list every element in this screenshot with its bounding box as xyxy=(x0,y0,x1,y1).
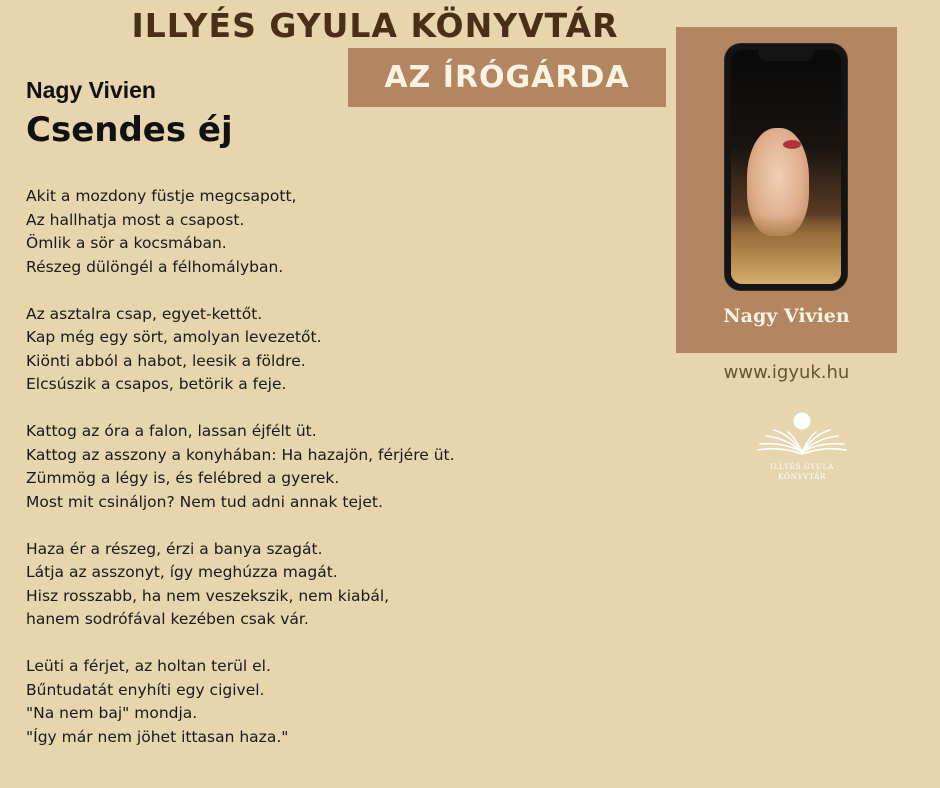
poem-line: Hisz rosszabb, ha nem veszekszik, nem kiabál, xyxy=(26,586,390,605)
author-card xyxy=(676,27,897,353)
poem-line: Látja az asszonyt, így meghúzza magát. xyxy=(26,563,338,581)
poem-line: Kiönti abból a habot, leesik a földre. xyxy=(26,351,306,370)
poem-line: "Így már nem jöhet ittasan haza." xyxy=(26,727,289,746)
section-banner xyxy=(348,48,666,107)
poem-line: Leüti a férjet, az holtan terül el. xyxy=(26,657,271,675)
poem-line: Most mit csináljon? Nem tud adni annak tejet. xyxy=(26,492,383,511)
poem-line: Részeg dülöngél a félhomályban. xyxy=(26,257,284,276)
phone-frame xyxy=(725,44,847,290)
author-photo xyxy=(731,50,841,284)
library-title: ILLYÉS GYULA KÖNYVTÁR xyxy=(131,6,619,45)
banner-label: AZ ÍRÓGÁRDA xyxy=(384,60,630,95)
poem-line: Kap még egy sört, amolyan levezetőt. xyxy=(26,328,322,346)
book-sun-icon xyxy=(742,408,862,464)
stanza xyxy=(26,185,626,279)
library-logo xyxy=(742,408,862,488)
logo-text-line1: ILLYÉS GYULA xyxy=(770,462,834,471)
poem-line: Kattog az óra a falon, lassan éjfélt üt. xyxy=(26,422,317,440)
website-link[interactable]: www.igyuk.hu xyxy=(723,362,850,383)
poem-line: Bűntudatát enyhíti egy cigivel. xyxy=(26,680,265,699)
stanza xyxy=(26,303,626,397)
poem-line: Akit a mozdony füstje megcsapott, xyxy=(26,187,297,205)
stanza xyxy=(26,655,626,749)
poem-line: "Na nem baj" mondja. xyxy=(26,704,198,722)
poem-line: Haza ér a részeg, érzi a banya szagát. xyxy=(26,539,323,558)
poem-line: Az hallhatja most a csapost. xyxy=(26,210,245,229)
poem-line: Ömlik a sör a kocsmában. xyxy=(26,234,227,252)
stanza xyxy=(26,420,626,514)
phone-notch xyxy=(758,50,814,61)
poem-line: Az asztalra csap, egyet-kettőt. xyxy=(26,304,263,323)
poem-body xyxy=(26,185,626,773)
portrait-hair xyxy=(731,214,841,284)
poem-title: Csendes éj xyxy=(26,110,233,150)
poem-line: Elcsúszik a csapos, betörik a feje. xyxy=(26,375,287,393)
card-author-name: Nagy Vivien xyxy=(723,305,850,327)
poem-line: hanem sodrófával kezében csak vár. xyxy=(26,610,309,628)
poem-line: Zümmög a légy is, és felébred a gyerek. xyxy=(26,469,340,487)
poem-line: Kattog az asszony a konyhában: Ha hazajön, férjére üt. xyxy=(26,445,455,464)
portrait-lips xyxy=(783,140,801,149)
stanza xyxy=(26,538,626,632)
poem-author: Nagy Vivien xyxy=(26,77,156,103)
logo-text-line2: KÖNYVTÁR xyxy=(777,472,827,481)
